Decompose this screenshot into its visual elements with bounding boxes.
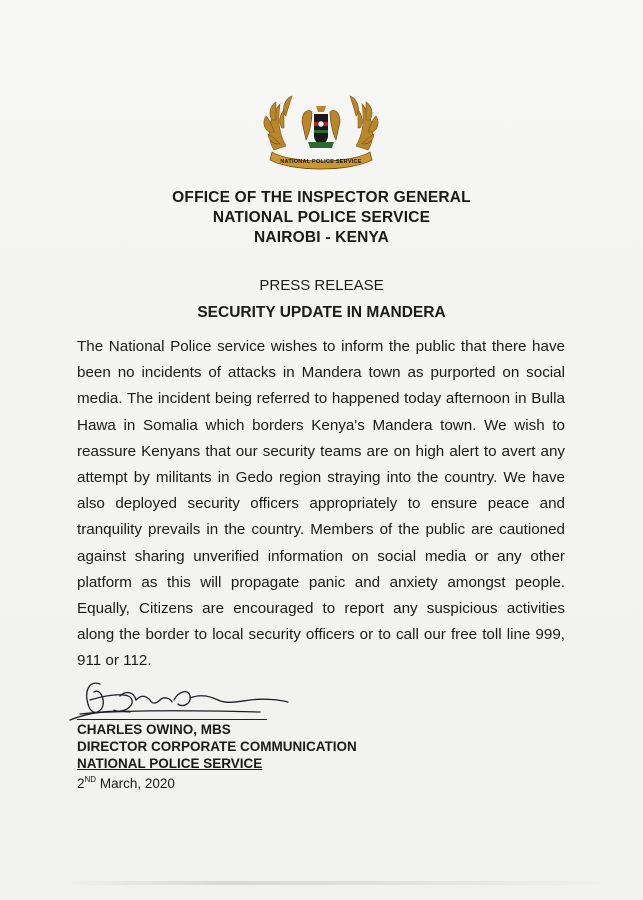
- header-service: NATIONAL POLICE SERVICE: [212, 209, 431, 226]
- date-rest: March, 2020: [96, 776, 175, 791]
- national-police-service-emblem: [262, 92, 380, 174]
- emblem-banner-text: NATIONAL POLICE SERVICE: [280, 159, 362, 165]
- header-office: OFFICE OF THE INSPECTOR GENERAL: [172, 189, 471, 206]
- date-suffix: ND: [84, 775, 97, 784]
- signature-underline: [77, 719, 267, 720]
- scan-artifact: [60, 881, 620, 885]
- release-date: [77, 775, 175, 791]
- signatory-role: DIRECTOR CORPORATE COMMUNICATION: [77, 739, 357, 754]
- handwritten-signature: [60, 670, 290, 730]
- date-day: 2: [77, 776, 85, 791]
- document-title: SECURITY UPDATE IN MANDERA: [197, 304, 446, 321]
- signatory-organization: NATIONAL POLICE SERVICE: [77, 756, 263, 771]
- body-paragraph: The National Police service wishes to inform the public that there have been no incidents of attacks in Mandera town as purported on social media. The incident being referred to happened today afternoon in Bulla Hawa in Somalia which borders Kenya's Mandera town. We wish to reassure Kenyans that our security teams are on high alert to avert any attempt by militants in Gedo region straying into the country. We have also deployed security officers appropriately to ensure peace and tranquility prevails in the country. Members of the public are cautioned against sharing unverified information on social media or any other platform as this will propagate panic and anxiety amongst people. Equally, Citizens are encouraged to report any suspicious activities along the border to local security officers or to call our free toll line 999, 911 or 112.: [77, 338, 565, 670]
- signatory-name: CHARLES OWINO, MBS: [77, 722, 231, 737]
- press-release-label: PRESS RELEASE: [259, 277, 384, 294]
- header-location: NAIROBI - KENYA: [253, 229, 390, 246]
